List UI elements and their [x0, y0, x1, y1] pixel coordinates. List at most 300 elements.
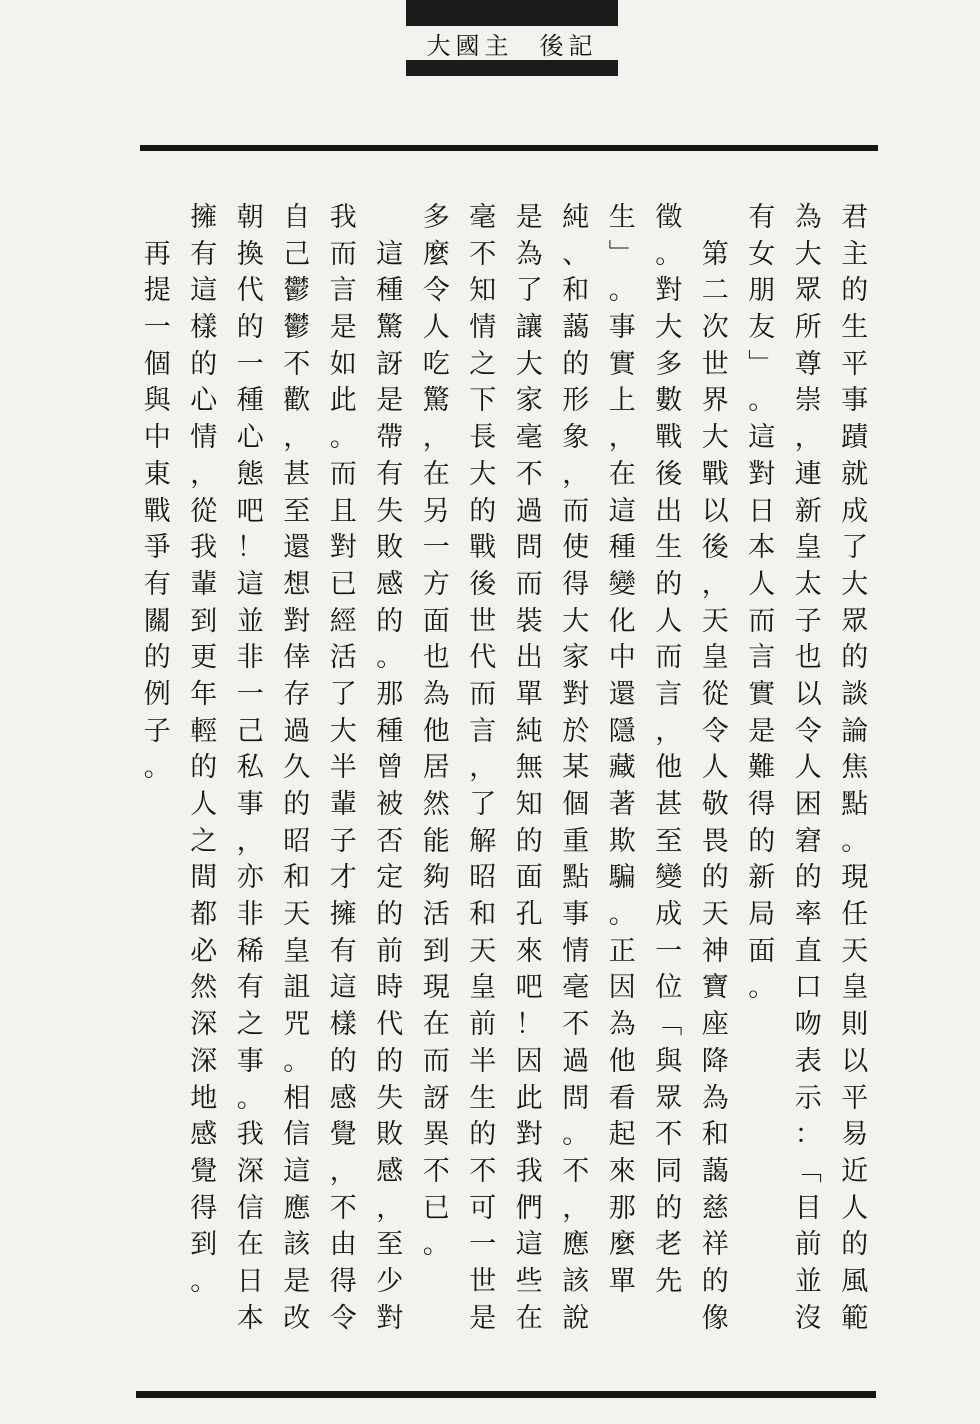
text-glyph [134, 200, 180, 237]
text-glyph: 才 [329, 862, 357, 894]
text-glyph: 之 [469, 348, 497, 380]
text-glyph: 以 [841, 1045, 869, 1077]
text-glyph: 藏 [608, 752, 636, 784]
text-glyph: 否 [376, 825, 404, 857]
text-glyph: 後 [655, 458, 683, 490]
text-glyph: 提 [143, 275, 171, 307]
text-glyph: 眾 [841, 605, 869, 637]
text-glyph: 這 [608, 495, 636, 527]
text-glyph: 昭 [469, 862, 497, 894]
text-glyph: 毫 [469, 202, 497, 233]
text-glyph: 。 [841, 825, 869, 857]
text-glyph: 實 [748, 678, 776, 710]
text-glyph: 與 [655, 1045, 683, 1077]
text-glyph: 。 [283, 1045, 311, 1077]
text-glyph: 裝 [515, 605, 543, 637]
text-glyph: 深 [190, 1009, 218, 1041]
text-glyph: 過 [283, 715, 311, 747]
text-glyph: 還 [283, 532, 311, 564]
text-glyph: 是 [376, 385, 404, 417]
text-glyph: 此 [329, 385, 357, 417]
text-column [320, 200, 367, 1350]
text-glyph: 不 [422, 1155, 450, 1187]
text-glyph: 於 [562, 715, 590, 747]
text-glyph: 化 [608, 605, 636, 637]
text-glyph: 間 [190, 862, 218, 894]
text-glyph: 並 [236, 605, 264, 637]
text-glyph: 得 [329, 1265, 357, 1297]
text-column [181, 200, 228, 1350]
text-glyph: 該 [562, 1265, 590, 1297]
text-glyph: 窘 [794, 825, 822, 857]
text-column [692, 200, 739, 1350]
text-glyph: 而 [515, 568, 543, 600]
text-glyph: 種 [376, 275, 404, 307]
text-glyph: 信 [236, 1192, 264, 1224]
text-glyph: 非 [236, 642, 264, 674]
text-glyph: ， [422, 422, 450, 454]
text-glyph: 的 [515, 825, 543, 857]
text-glyph: 。 [190, 1265, 218, 1297]
text-glyph: 而 [469, 678, 497, 710]
text-glyph: 東 [143, 458, 171, 490]
text-glyph: 生 [841, 312, 869, 344]
text-glyph: 長 [469, 422, 497, 454]
text-glyph: 有 [143, 568, 171, 600]
text-glyph: 局 [748, 899, 776, 931]
text-glyph: 吧 [515, 972, 543, 1004]
text-glyph: 亦 [236, 862, 264, 894]
text-glyph: ， [376, 1192, 404, 1224]
text-glyph: 表 [794, 1045, 822, 1077]
running-header [406, 0, 618, 76]
text-glyph: 更 [190, 642, 218, 674]
text-glyph: 的 [841, 1229, 869, 1261]
text-glyph: 。 [376, 642, 404, 674]
text-glyph: 面 [422, 605, 450, 637]
text-glyph: 得 [562, 568, 590, 600]
text-glyph: 起 [608, 1119, 636, 1151]
text-glyph: 失 [376, 495, 404, 527]
text-glyph: 範 [841, 1302, 869, 1334]
text-glyph: 而 [329, 238, 357, 270]
text-glyph: 。 [143, 752, 171, 784]
text-glyph: 困 [794, 789, 822, 820]
text-glyph: 少 [376, 1265, 404, 1297]
text-glyph: 近 [841, 1155, 869, 1187]
text-glyph: 生 [655, 532, 683, 564]
text-glyph: 相 [283, 1082, 311, 1114]
text-glyph: 有 [236, 972, 264, 1004]
text-glyph: 事 [608, 312, 636, 344]
text-glyph: 為 [701, 1082, 729, 1114]
text-glyph: 該 [283, 1229, 311, 1261]
text-glyph: 問 [515, 532, 543, 564]
text-glyph: 久 [283, 752, 311, 784]
text-glyph: ， [562, 458, 590, 490]
text-glyph: 形 [562, 385, 590, 417]
text-glyph: 因 [515, 1045, 543, 1077]
text-glyph: 的 [236, 312, 264, 344]
text-glyph: 這 [748, 422, 776, 454]
text-glyph: ！ [515, 1009, 543, 1041]
text-glyph: 這 [283, 1155, 311, 1187]
text-glyph: 的 [841, 642, 869, 674]
text-glyph: 這 [236, 568, 264, 600]
text-glyph: 非 [236, 899, 264, 931]
text-glyph: 樣 [329, 1009, 357, 1041]
text-glyph: 的 [143, 642, 171, 674]
vertical-text-body [138, 200, 878, 1350]
text-glyph: 地 [190, 1082, 218, 1114]
text-glyph: 而 [329, 458, 357, 490]
text-glyph: 一 [422, 532, 450, 564]
text-glyph: 己 [236, 715, 264, 747]
text-glyph: 面 [515, 862, 543, 894]
text-glyph: 並 [794, 1265, 822, 1297]
text-glyph: 言 [655, 678, 683, 710]
text-glyph: 皇 [283, 935, 311, 967]
header-title-band [406, 26, 618, 60]
text-glyph: 從 [701, 678, 729, 710]
text-glyph: 任 [841, 899, 869, 931]
text-glyph: 現 [841, 862, 869, 894]
text-glyph: 樣 [190, 312, 218, 344]
text-glyph: 是 [515, 202, 543, 233]
text-glyph: 曾 [376, 752, 404, 784]
text-glyph: 太 [794, 568, 822, 600]
text-glyph: 至 [655, 825, 683, 857]
text-glyph: 改 [283, 1302, 311, 1334]
text-glyph: 生 [469, 1082, 497, 1114]
text-column [785, 200, 832, 1350]
text-glyph: 些 [515, 1265, 543, 1297]
text-glyph: 至 [376, 1229, 404, 1261]
text-glyph: 、 [562, 238, 590, 270]
text-glyph: 我 [329, 202, 357, 233]
text-glyph: 戰 [655, 422, 683, 454]
text-glyph: 這 [329, 972, 357, 1004]
text-glyph: 甚 [655, 789, 683, 820]
text-glyph: 世 [469, 1265, 497, 1297]
text-glyph: 焦 [841, 752, 869, 784]
text-glyph: 我 [515, 1155, 543, 1187]
text-glyph: 心 [236, 422, 264, 454]
text-glyph: 次 [701, 312, 729, 344]
text-glyph: 變 [655, 862, 683, 894]
text-column [134, 200, 181, 1350]
text-glyph: 有 [329, 935, 357, 967]
text-glyph: 純 [515, 715, 543, 747]
text-glyph: 的 [794, 862, 822, 894]
text-glyph: 那 [376, 678, 404, 710]
text-glyph: 。 [655, 238, 683, 270]
text-glyph: 著 [608, 789, 636, 820]
text-glyph: 在 [422, 1009, 450, 1041]
text-glyph: 麼 [422, 238, 450, 270]
text-glyph: 的 [376, 899, 404, 931]
text-glyph: 種 [236, 385, 264, 417]
text-glyph: 得 [748, 789, 776, 820]
text-glyph: 能 [422, 825, 450, 857]
text-glyph: 前 [469, 1009, 497, 1041]
text-glyph: 態 [236, 458, 264, 490]
text-glyph: 中 [608, 642, 636, 674]
text-glyph: 咒 [283, 1009, 311, 1041]
text-glyph: 主 [841, 238, 869, 270]
text-glyph: 一 [469, 1229, 497, 1261]
text-glyph: 他 [422, 715, 450, 747]
text-glyph: 大 [329, 715, 357, 747]
text-glyph: 這 [376, 238, 404, 270]
text-glyph: 種 [608, 532, 636, 564]
text-glyph: 藹 [562, 312, 590, 344]
text-glyph: 有 [376, 458, 404, 490]
text-glyph: 前 [794, 1229, 822, 1261]
text-glyph: 人 [794, 752, 822, 784]
text-glyph: 情 [190, 422, 218, 454]
text-glyph: 直 [794, 935, 822, 967]
text-glyph: 。 [236, 1082, 264, 1114]
text-glyph: 覺 [190, 1155, 218, 1187]
text-glyph: 尊 [794, 348, 822, 380]
text-glyph: 前 [376, 935, 404, 967]
text-glyph: 在 [422, 458, 450, 490]
text-glyph: 現 [422, 972, 450, 1004]
text-glyph: 時 [376, 972, 404, 1004]
text-glyph: 擁 [190, 202, 218, 233]
text-glyph: 毫 [515, 422, 543, 454]
text-glyph: 了 [841, 532, 869, 564]
text-glyph: 一 [655, 935, 683, 967]
text-glyph: 的 [562, 348, 590, 380]
text-column [599, 200, 646, 1350]
text-glyph: 朝 [236, 202, 264, 233]
text-glyph: 們 [515, 1192, 543, 1224]
text-glyph: 有 [190, 238, 218, 270]
text-glyph: 隱 [608, 715, 636, 747]
text-glyph: 一 [143, 312, 171, 344]
text-glyph: 已 [422, 1192, 450, 1224]
text-glyph: 的 [190, 752, 218, 784]
text-glyph: 不 [469, 1155, 497, 1187]
text-glyph: 和 [469, 899, 497, 931]
text-glyph: 天 [841, 935, 869, 967]
text-glyph: 信 [283, 1119, 311, 1151]
text-glyph: 不 [469, 238, 497, 270]
text-glyph: 在 [515, 1302, 543, 1334]
text-glyph: 女 [748, 238, 776, 270]
text-glyph: 多 [422, 202, 450, 233]
text-glyph: ！ [236, 532, 264, 564]
text-glyph: 下 [469, 385, 497, 417]
text-glyph: 風 [841, 1265, 869, 1297]
text-glyph: 詛 [283, 972, 311, 1004]
text-glyph: 界 [701, 385, 729, 417]
text-glyph: 情 [469, 312, 497, 344]
text-glyph: 世 [701, 348, 729, 380]
text-glyph: 他 [655, 752, 683, 784]
text-glyph: 眾 [794, 275, 822, 307]
text-glyph: 不 [283, 348, 311, 380]
text-glyph: 另 [422, 495, 450, 527]
text-glyph: 。 [748, 972, 776, 1004]
text-glyph: 己 [283, 238, 311, 270]
text-glyph: 在 [236, 1229, 264, 1261]
text-glyph: 目 [794, 1192, 822, 1224]
text-glyph: 某 [562, 752, 590, 784]
text-glyph: 看 [608, 1082, 636, 1114]
text-glyph: 深 [236, 1155, 264, 1187]
text-glyph: 也 [794, 642, 822, 674]
text-glyph: 經 [329, 605, 357, 637]
text-column [832, 200, 879, 1350]
text-column [506, 200, 553, 1350]
text-glyph: 異 [422, 1119, 450, 1151]
text-glyph: ： [794, 1119, 822, 1151]
text-glyph: 是 [329, 312, 357, 344]
text-glyph: 再 [143, 238, 171, 270]
text-glyph: 如 [329, 348, 357, 380]
text-glyph: 之 [190, 825, 218, 857]
text-column [646, 200, 693, 1350]
text-glyph: 存 [283, 678, 311, 710]
text-glyph: 不 [562, 1155, 590, 1187]
text-glyph: ﹂ [748, 348, 776, 380]
text-glyph: 皇 [469, 972, 497, 1004]
text-glyph: 已 [329, 568, 357, 600]
text-glyph: 的 [841, 275, 869, 307]
book-title: 大國主 [426, 31, 514, 60]
text-glyph: 過 [562, 1045, 590, 1077]
text-column [367, 200, 414, 1350]
text-glyph: 驚 [422, 385, 450, 417]
text-glyph: 代 [376, 1009, 404, 1041]
text-glyph: 人 [655, 605, 683, 637]
text-glyph: 令 [329, 1302, 357, 1334]
text-glyph: 歡 [283, 385, 311, 417]
text-glyph: 二 [701, 275, 729, 307]
text-glyph: 對 [515, 1119, 543, 1151]
text-glyph: 為 [515, 238, 543, 270]
text-column [553, 200, 600, 1350]
text-glyph: 天 [701, 899, 729, 931]
text-glyph: 還 [608, 678, 636, 710]
text-glyph: 鬱 [283, 275, 311, 307]
text-glyph: 沒 [794, 1302, 822, 1334]
text-glyph: 是 [748, 715, 776, 747]
text-glyph: 日 [748, 495, 776, 527]
text-glyph: 數 [655, 385, 683, 417]
text-glyph: 大 [655, 312, 683, 344]
text-glyph: 所 [794, 312, 822, 344]
text-column [227, 200, 274, 1350]
text-glyph: 代 [469, 642, 497, 674]
text-glyph: ﹁ [655, 1009, 683, 1041]
text-column [274, 200, 321, 1350]
text-glyph: 感 [190, 1119, 218, 1151]
text-glyph: 口 [794, 972, 822, 1004]
text-glyph: 新 [748, 862, 776, 894]
text-glyph: 知 [469, 275, 497, 307]
text-glyph: 為 [794, 202, 822, 233]
text-glyph: 世 [469, 605, 497, 637]
text-glyph: 對 [748, 458, 776, 490]
text-glyph: 那 [608, 1192, 636, 1224]
text-glyph: 活 [422, 899, 450, 931]
text-glyph: 生 [608, 202, 636, 233]
text-glyph: 對 [283, 605, 311, 637]
text-glyph: ， [236, 825, 264, 857]
text-glyph: 半 [329, 752, 357, 784]
text-glyph: 示 [794, 1082, 822, 1114]
text-glyph: 徵 [655, 202, 683, 233]
text-glyph: 單 [515, 678, 543, 710]
text-glyph: 個 [562, 789, 590, 820]
text-glyph: 吻 [794, 1009, 822, 1041]
text-glyph: 朋 [748, 275, 776, 307]
text-glyph: 從 [190, 495, 218, 527]
text-glyph: 家 [515, 385, 543, 417]
text-glyph: 和 [701, 1119, 729, 1151]
text-glyph: 就 [841, 458, 869, 490]
text-glyph: 不 [655, 1119, 683, 1151]
text-glyph: 家 [562, 642, 590, 674]
text-glyph: 方 [422, 568, 450, 600]
text-glyph: 令 [422, 275, 450, 307]
text-glyph: 中 [143, 422, 171, 454]
text-glyph: 和 [283, 862, 311, 894]
text-glyph: 神 [701, 935, 729, 967]
text-glyph: 第 [701, 238, 729, 270]
header-bottom-bar [406, 60, 618, 76]
text-glyph: 此 [515, 1082, 543, 1114]
text-glyph: ， [794, 422, 822, 454]
text-glyph: ﹁ [794, 1155, 822, 1187]
top-rule [140, 145, 878, 151]
text-glyph: 日 [236, 1265, 264, 1297]
text-glyph: 這 [515, 1229, 543, 1261]
text-glyph: 的 [283, 789, 311, 820]
text-glyph: ， [608, 422, 636, 454]
text-glyph: 成 [841, 495, 869, 527]
text-glyph: 因 [608, 972, 636, 1004]
text-glyph: 令 [794, 715, 822, 747]
text-glyph: 也 [422, 642, 450, 674]
text-glyph: 是 [283, 1265, 311, 1297]
text-glyph: ， [190, 458, 218, 490]
text-glyph: 擁 [329, 899, 357, 931]
text-glyph: 被 [376, 789, 404, 820]
text-glyph: 戰 [143, 495, 171, 527]
text-glyph: 單 [608, 1265, 636, 1297]
text-glyph: 寶 [701, 972, 729, 1004]
text-glyph: 例 [143, 678, 171, 710]
text-glyph: 點 [841, 789, 869, 820]
text-glyph: 皇 [701, 642, 729, 674]
text-glyph: ， [562, 1192, 590, 1224]
text-glyph: 眾 [655, 1082, 683, 1114]
text-glyph: 到 [190, 1229, 218, 1261]
text-glyph: 敬 [701, 789, 729, 820]
text-glyph: 欺 [608, 825, 636, 857]
text-glyph: 戰 [701, 458, 729, 490]
text-glyph: 變 [608, 568, 636, 600]
text-glyph: 無 [515, 752, 543, 784]
text-glyph: 爭 [143, 532, 171, 564]
text-glyph: 戰 [469, 532, 497, 564]
text-column [413, 200, 460, 1350]
